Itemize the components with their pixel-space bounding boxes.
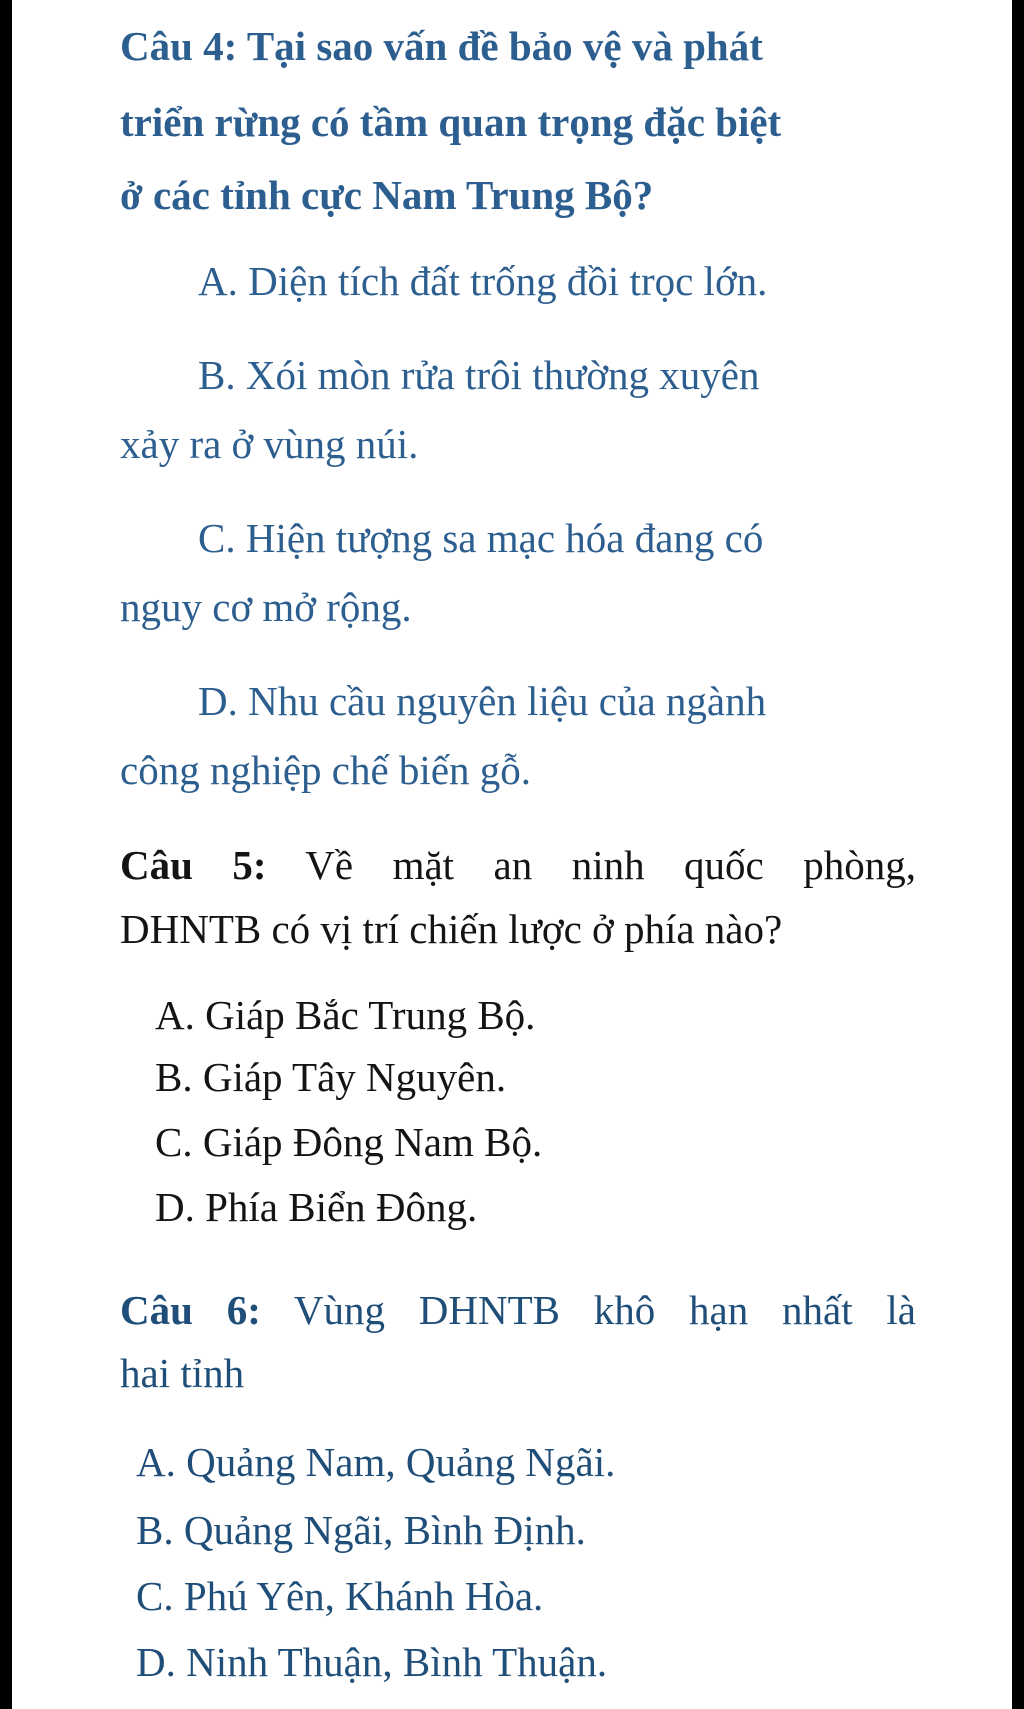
question-5-line-1 bbox=[120, 840, 916, 890]
question-5-line-2: DHNTB có vị trí chiến lược ở phía nào? bbox=[120, 906, 783, 952]
question-5-option-b: B. Giáp Tây Nguyên. bbox=[155, 1054, 507, 1100]
question-4-line-3: ở các tỉnh cực Nam Trung Bộ? bbox=[120, 172, 654, 218]
question-4-line-1 bbox=[120, 21, 940, 71]
question-6-line-1 bbox=[120, 1285, 916, 1335]
question-4-option-c-cont: nguy cơ mở rộng. bbox=[120, 584, 412, 630]
question-4-text: Tại sao vấn đề bảo vệ và phát bbox=[237, 23, 763, 69]
question-6-option-b: B. Quảng Ngãi, Bình Định. bbox=[136, 1507, 586, 1553]
question-4-option-c: C. Hiện tượng sa mạc hóa đang có bbox=[198, 515, 764, 561]
question-4-line-2: triển rừng có tầm quan trọng đặc biệt bbox=[120, 99, 782, 145]
question-6-text: Vùng DHNTB khô hạn nhất là bbox=[260, 1287, 916, 1333]
question-6-option-d: D. Ninh Thuận, Bình Thuận. bbox=[136, 1639, 608, 1685]
question-5-option-c: C. Giáp Đông Nam Bộ. bbox=[155, 1119, 543, 1165]
question-4-option-d-cont: công nghiệp chế biến gỗ. bbox=[120, 747, 532, 793]
question-5-option-d: D. Phía Biển Đông. bbox=[155, 1184, 478, 1230]
question-4-option-b-cont: xảy ra ở vùng núi. bbox=[120, 421, 419, 467]
question-6-option-a: A. Quảng Nam, Quảng Ngãi. bbox=[136, 1439, 616, 1485]
document-page bbox=[12, 0, 1012, 1709]
question-6-line-2: hai tỉnh bbox=[120, 1350, 245, 1396]
question-5-option-a: A. Giáp Bắc Trung Bộ. bbox=[155, 992, 536, 1038]
question-4-option-a: A. Diện tích đất trống đồi trọc lớn. bbox=[198, 258, 768, 304]
question-4-label: Câu 4: bbox=[120, 23, 238, 69]
question-4-option-d: D. Nhu cầu nguyên liệu của ngành bbox=[198, 678, 767, 724]
question-5-label: Câu 5: bbox=[120, 842, 267, 888]
question-4-option-b: B. Xói mòn rửa trôi thường xuyên bbox=[198, 352, 760, 398]
question-5-text: Về mặt an ninh quốc phòng, bbox=[266, 842, 916, 888]
question-6-label: Câu 6: bbox=[120, 1287, 261, 1333]
question-6-option-c: C. Phú Yên, Khánh Hòa. bbox=[136, 1573, 544, 1619]
